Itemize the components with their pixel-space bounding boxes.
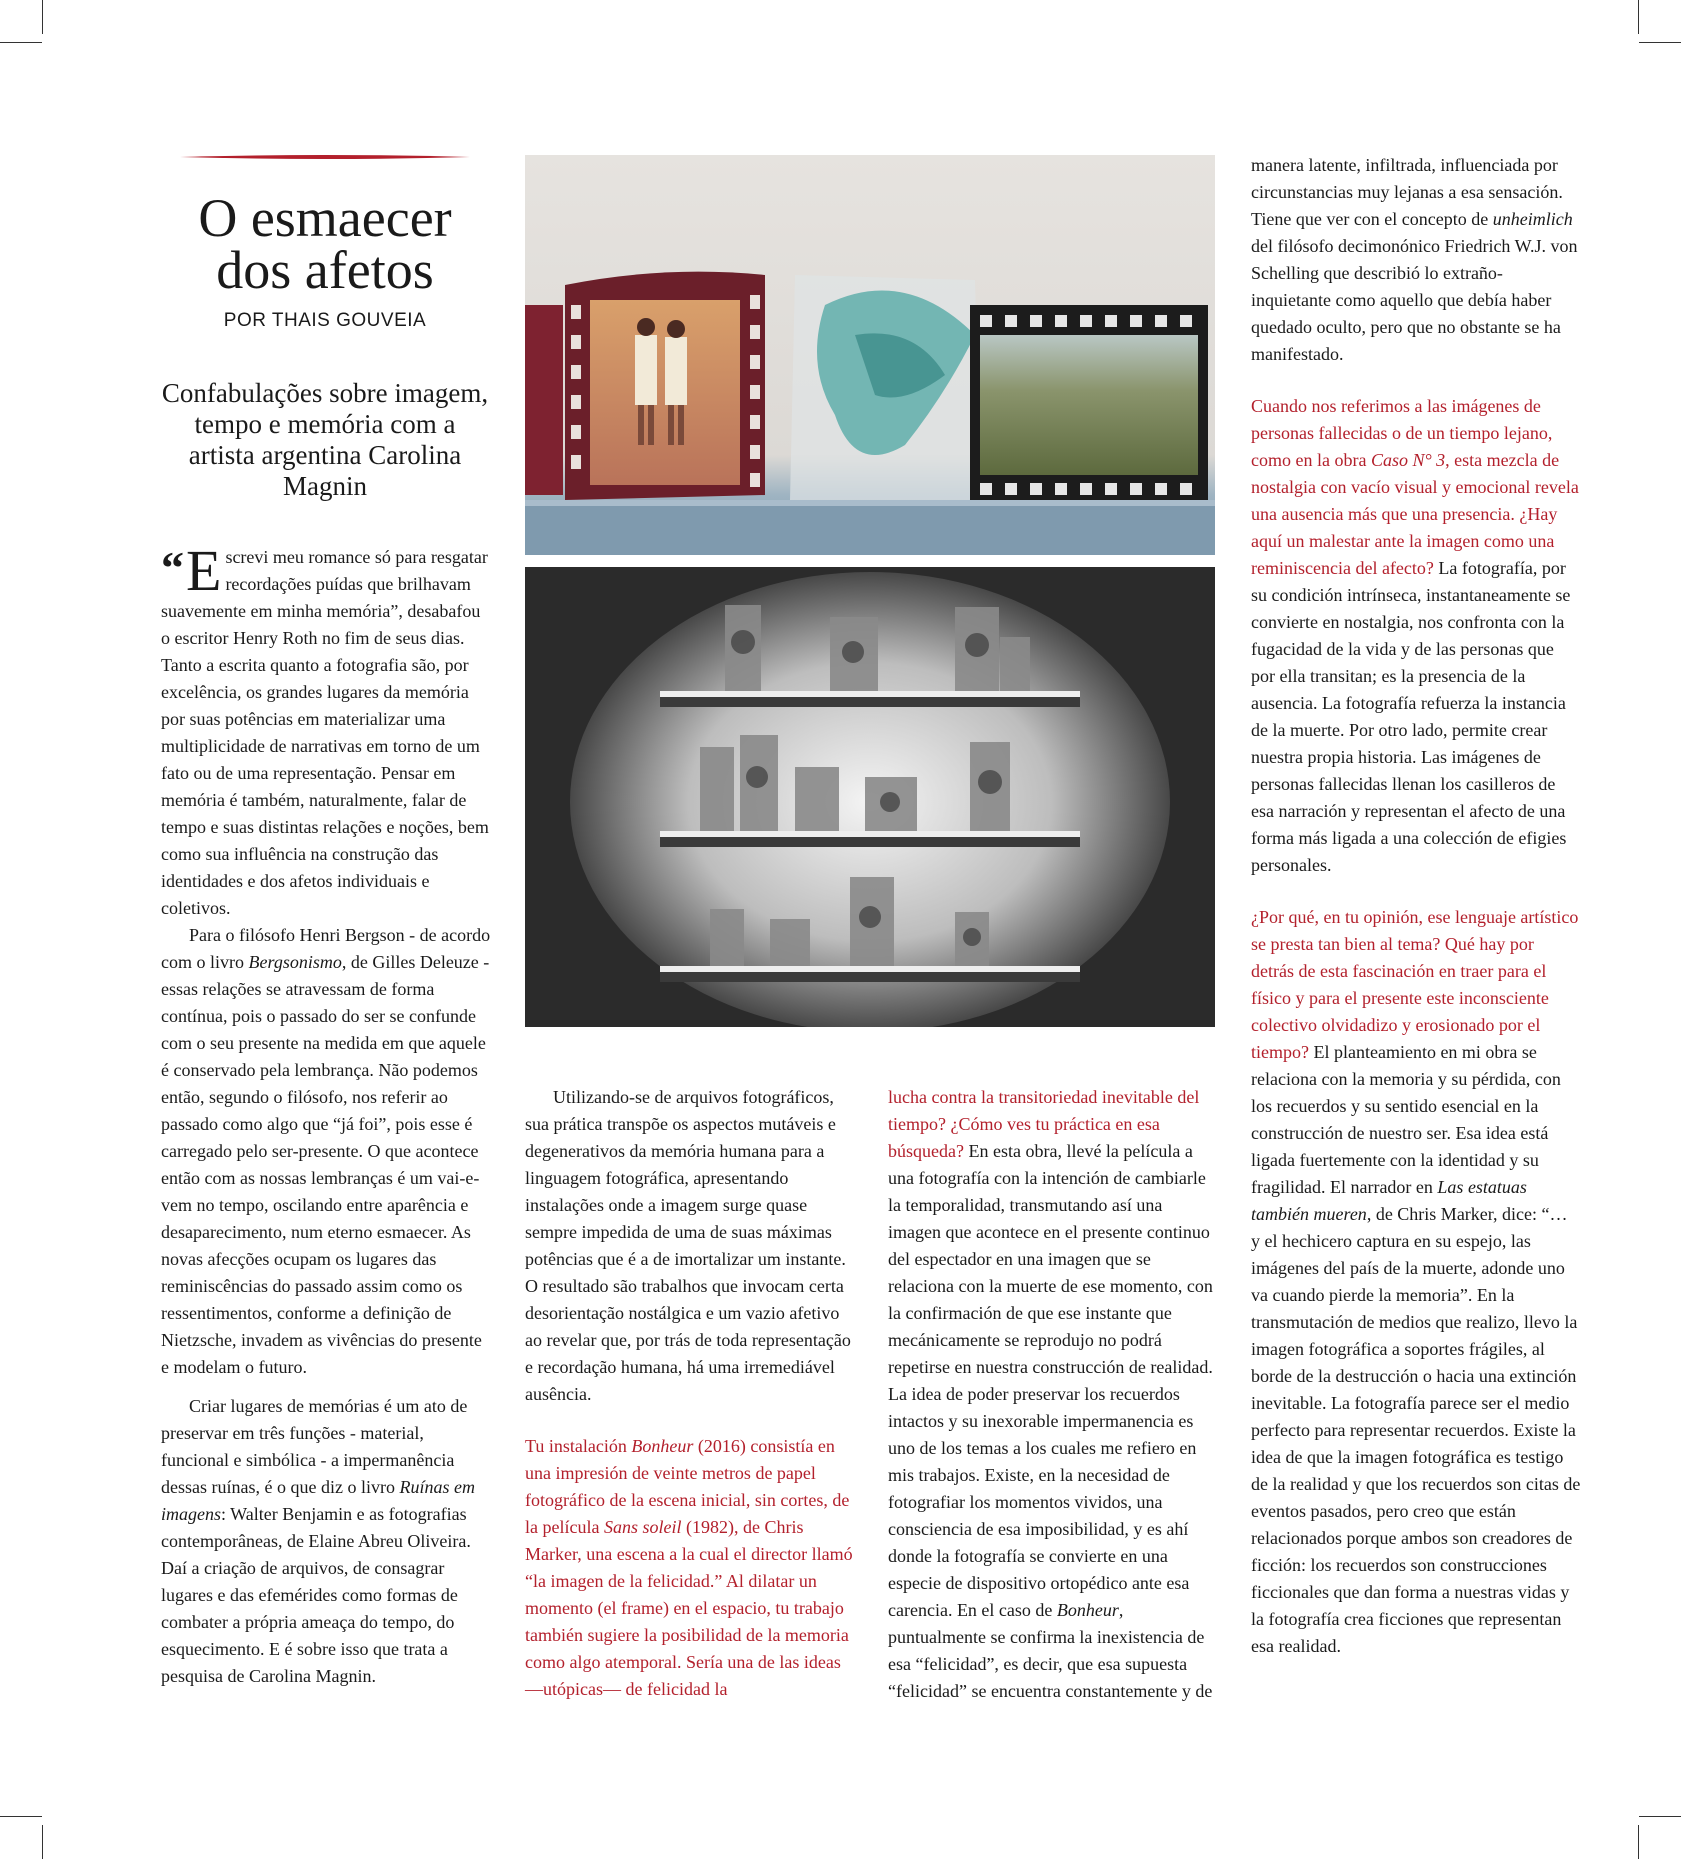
- film-strips-photo: [525, 155, 1215, 555]
- qa-block: [1251, 393, 1581, 879]
- paragraph-text: manera latente, infiltrada, influenciada por circunstancias muy lejanas a esa sensación. Tiene que ver con el concepto de: [1251, 155, 1563, 229]
- answer-text: En esta obra, llevé la película a una fotografía con la intención de cambiarle la temporalidad, transmutando así una imagen que acontece en el presente continuo del espectador en una imagen que se relaciona con la muerte de ese momento, con la confirmación de que ese instante que mecánicamente se reprodujo no podrá repetirse en nuestra construcción de realidad. La idea de poder preservar los recuerdos intactos y su inexorable impermanencia es uno de los temas a los cuales me refiero en mis trabajos. Existe, en la necesidad de fotografiar los momentos vividos, una consciencia de esa imposibilidad, y es ahí donde la fotografía se convierte en una especie de dispositivo ortopédico ante esa carencia. En el caso de: [888, 1141, 1213, 1620]
- paragraph: [161, 538, 491, 922]
- question: [525, 1433, 855, 1703]
- subtitle: Confabulações sobre imagem, tempo e memória com a artista argentina Carolina Magnin: [161, 378, 489, 501]
- book-title: Ruínas em imagens: [161, 1477, 475, 1524]
- column-2: [525, 1084, 855, 1703]
- work-title: Caso N° 3: [1370, 450, 1446, 470]
- question-text: (1982), de Chris Marker, una escena a la cual el director llamó “la imagen de la felicidad.” Al dilatar un momento (el frame) en el espacio, tu trabajo también sugiere la posibilidad de la memoria como algo atemporal. Sería una de las ideas —utópicas— de felicidad la: [525, 1517, 853, 1699]
- crop-mark: [1639, 1816, 1681, 1817]
- crop-mark: [42, 0, 43, 34]
- question-text-part: , esta mezcla de nostalgia con vacío visual y emocional revela una ausencia más que una presencia. ¿Hay aquí un malestar ante la imagen como una reminiscencia del afecto?: [1251, 450, 1579, 578]
- crop-mark: [1638, 1825, 1639, 1859]
- qa-block: [1251, 904, 1581, 1660]
- question-text: lucha contra la transitoriedad inevitable del tiempo? ¿Cómo ves tu práctica en esa búsqueda?: [888, 1087, 1200, 1161]
- paragraph: Utilizando-se de arquivos fotográficos, sua prática transpõe os aspectos mutáveis e degenerativos da memória humana para a linguagem fotográfica, apresentando instalações onde a imagem surge quase sempre impedida de uma de suas máximas potências que é a de imortalizar um instante. O resultado são trabalhos que invocam certa desorientação nostálgica e um vazio afetivo ao revelar que, por trás de toda representação e recordação humana, há uma irremediável ausência.: [525, 1087, 851, 1404]
- shelves-installation-photo: [525, 567, 1215, 1027]
- book-title: Bergsonismo: [248, 952, 342, 972]
- column-3: [888, 1084, 1218, 1705]
- article-title: [160, 188, 490, 300]
- title-ornament: [180, 154, 470, 160]
- question-text: [1251, 396, 1579, 578]
- film-title: Las estatuas también mueren: [1251, 1177, 1527, 1224]
- paragraph: [888, 1084, 1218, 1705]
- paragraph-text: screvi meu romance só para resgatar recordações puídas que brilhavam suavemente em minha memória”, desabafou o escritor Henry Roth no fim de seus dias. Tanto a escrita quanto a fotografia são, por excelência, os grandes lugares da memória por suas potências em materializar uma multiplicidade de narrativas em torno de um fato ou de uma representação. Pensar em memória é também, naturalmente, falar de tempo e suas distintas relações e noções, bem como sua influência na construção das identidades e dos afetos individuais e coletivos.: [161, 547, 489, 918]
- work-title: Bonheur: [1056, 1600, 1119, 1620]
- crop-mark: [1638, 0, 1639, 34]
- title-line-2: dos afetos: [216, 240, 434, 300]
- paragraph-text: del filósofo decimonónico Friedrich W.J. von Schelling que describió lo extraño-inquietante como aquello que debía haber quedado oculto, pero que no obstante se ha manifestado.: [1251, 236, 1578, 364]
- byline: POR THAIS GOUVEIA: [223, 310, 427, 331]
- crop-mark: [0, 1816, 42, 1817]
- column-1: [161, 538, 491, 1690]
- paragraph: [1251, 152, 1581, 368]
- paragraph-text: Criar lugares de memórias é um ato de preservar em três funções - material, funcional e simbólica - a impermanência dessas ruínas, é o que diz o livro: [161, 1396, 468, 1497]
- question-text: (2016) consistía en una impresión de veinte metros de papel fotográfico de la escena inicial, sin cortes, de la película: [525, 1436, 850, 1537]
- paragraph: [161, 922, 491, 1381]
- paragraph-text: : Walter Benjamin e as fotografias contemporâneas, de Elaine Abreu Oliveira. Daí a criação de arquivos, de consagrar lugares e das efemérides como formas de combater a própria ameaça do tempo, do esquecimento. E é sobre isso que trata a pesquisa de Carolina Magnin.: [161, 1504, 471, 1686]
- paragraph-text: Para o filósofo Henri Bergson - de acordo com o livro: [161, 925, 491, 972]
- drop-quote: “: [161, 542, 184, 593]
- answer-text: El planteamiento en mi obra se relaciona con la memoria y su pérdida, con los recuerdos y su sentido esencial en la construcción de nuestro ser. Esa idea está ligada fuertemente con la identidad y su fragilidad. El narrador en: [1251, 1042, 1561, 1197]
- column-4: [1251, 152, 1581, 1660]
- title-line-1: O esmaecer: [198, 188, 452, 248]
- term: unheimlich: [1492, 209, 1573, 229]
- film-title: Sans soleil: [603, 1517, 682, 1537]
- answer-text: , de Chris Marker, dice: “… y el hechicero captura en su espejo, las imágenes del país de la muerte, adonde uno va cuando pierde la memoria”. En la transmutación de medios que realizo, llevo la imagen fotográfica a soportes frágiles, al borde de la destrucción o hacia una extinción inevitable. La fotografía parece ser el medio perfecto para representar recuerdos. Existe la idea de que la imagen fotográfica es testigo de la realidad y que los recuerdos son citas de eventos pasados, pero creo que están relacionados porque ambos son creadores de ficción: los recuerdos son construcciones ficcionales que dan forma a nuestras vidas y la fotografía crea ficciones que representan esa realidad.: [1251, 1204, 1581, 1656]
- question-text: Tu instalación: [525, 1436, 632, 1456]
- question-text: ¿Por qué, en tu opinión, ese lenguaje artístico se presta tan bien al tema? Qué hay por detrás de esta fascinación en traer para el físico y para el presente este inconsciente colectivo olvidadizo y erosionado por el tiempo?: [1251, 907, 1579, 1062]
- answer-text: , puntualmente se confirma la inexistencia de esa “felicidad”, es decir, que esa supuesta “felicidad” se encuentra constantemente y de: [888, 1600, 1213, 1701]
- crop-mark: [42, 1825, 43, 1859]
- paragraph: [161, 1393, 491, 1690]
- work-title: Bonheur: [631, 1436, 694, 1456]
- paragraph-text: , de Gilles Deleuze - essas relações se atravessam de forma contínua, pois o passado do ser se confunde com o seu presente na medida em que aquele é conservado pela lembrança. Não podemos então, segundo o filósofo, nos referir ao passado como algo que “já foi”, pois esse é carregado pelo ser-presente. O que acontece então com as nossas lembranças é um vai-e-vem no tempo, oscilando entre aparência e desaparecimento, num eterno esmaecer. As novas afecções ocupam os lugares das reminiscências do passado assim como os ressentimentos, conforme a definição de Nietzsche, invadem as vivências do presente e modelam o futuro.: [161, 952, 490, 1377]
- crop-mark: [1639, 42, 1681, 43]
- question-text-part: Cuando nos referimos a las imágenes de personas fallecidas o de un tiempo lejano, como en la obra: [1251, 396, 1553, 470]
- answer-text: La fotografía, por su condición intrínseca, instantaneamente se convierte en nostalgia, nos confronta con la fugacidad de la vida y de las personas que por ella transitan; es la presencia de la ausencia. La fotografía refuerza la instancia de la muerte. Por otro lado, permite crear nuestra propia historia. Las imágenes de personas fallecidas llenan los casilleros de esa narración y representan el afecto de una forma más ligada a una colección de efigies personales.: [1251, 558, 1571, 875]
- crop-mark: [0, 42, 42, 43]
- drop-cap: E: [186, 538, 222, 603]
